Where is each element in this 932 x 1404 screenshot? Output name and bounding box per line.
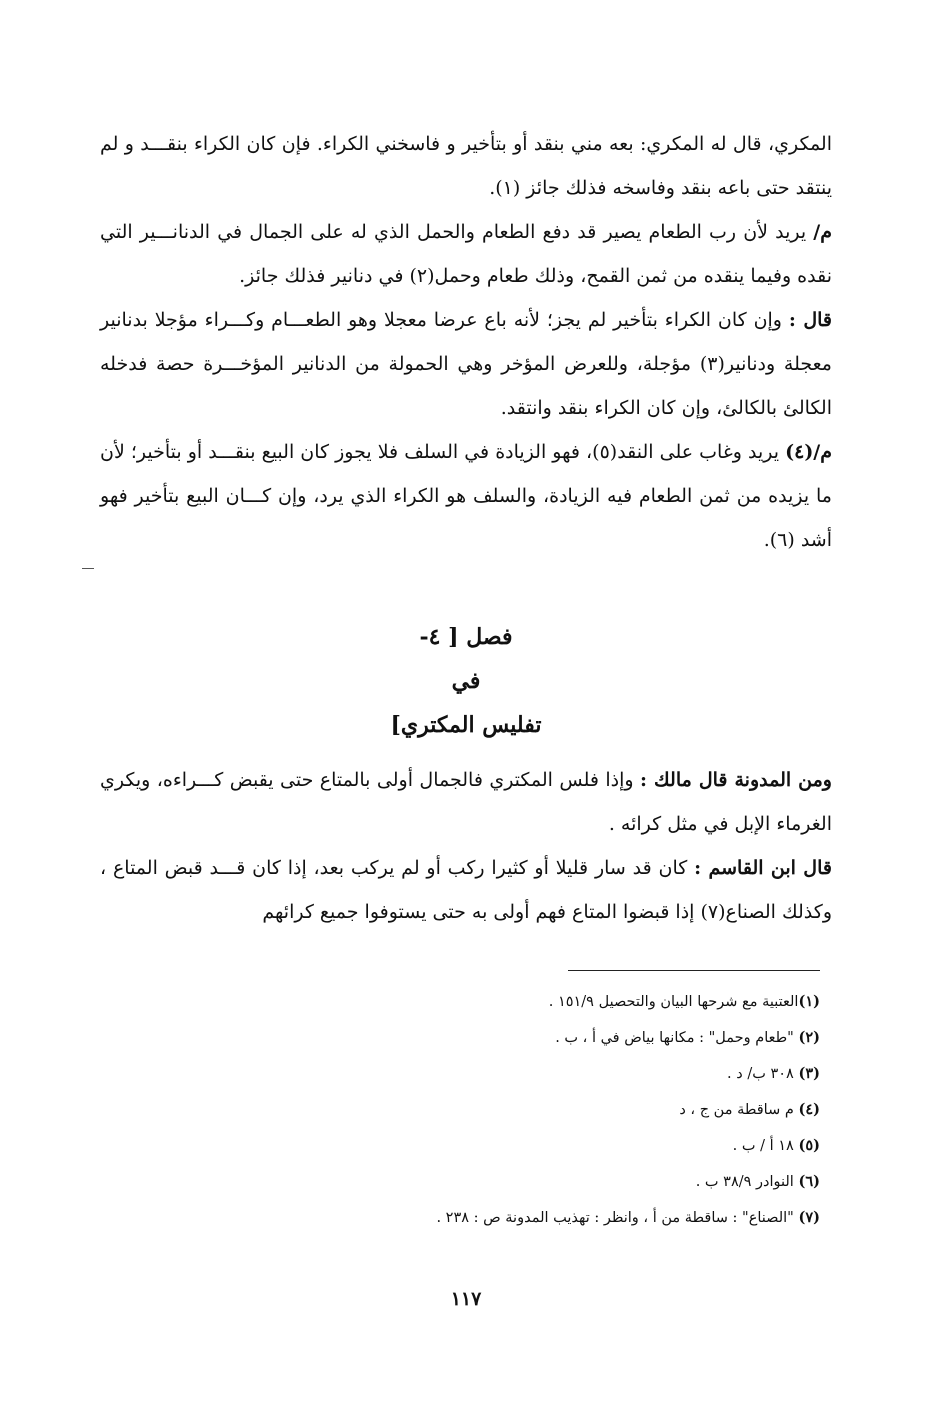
section-heading-line-2: في bbox=[451, 668, 481, 694]
footnote-number: (٣) bbox=[798, 1065, 820, 1082]
footnote bbox=[100, 1128, 820, 1164]
footnote bbox=[100, 1056, 820, 1092]
footnote-number: (١) bbox=[798, 993, 820, 1010]
footnote-text: "الصناع" : ساقطة من أ ، وانظر : تهذيب المدونة ص : ٢٣٨ . bbox=[436, 1210, 799, 1226]
main-text-bottom bbox=[100, 758, 832, 934]
footnote bbox=[100, 1092, 820, 1128]
paragraph-text: يريد وغاب على النقد(٥)، فهو الزيادة في السلف فلا يجوز كان البيع بنقـــد أو بتأخير؛ لأن ما يزيده من ثمن الطعام فيه الزيادة، والسلف هو الكراء الذي يرد، وإن كـــان البيع بتأخير فهو أشد (٦). bbox=[100, 441, 832, 551]
section-heading-line-1: فصل [ ٤- bbox=[419, 624, 513, 650]
page-number: ١١٧ bbox=[450, 1288, 482, 1310]
footnote-text: ١٨ أ / ب . bbox=[732, 1138, 799, 1154]
paragraph bbox=[100, 122, 832, 210]
footnote-text: النوادر ٣٨/٩ ب . bbox=[695, 1174, 799, 1190]
footnote bbox=[100, 984, 820, 1020]
paragraph-lead: م/(٤) bbox=[785, 441, 833, 463]
footnotes bbox=[100, 984, 820, 1236]
footnote-text: ٣٠٨ ب/ د . bbox=[727, 1066, 799, 1082]
paragraph-text: المكري، قال له المكري: بعه مني بنقد أو بتأخير و فاسخني الكراء. فإن كان الكراء بنقـــد و لم ينتقد حتى باعه بنقد وفاسخه فذلك جائز (١). bbox=[100, 133, 832, 199]
footnote bbox=[100, 1020, 820, 1056]
footnote-number: (٢) bbox=[798, 1029, 820, 1046]
footnote bbox=[100, 1200, 820, 1236]
paragraph-text: وإن كان الكراء بتأخير لم يجز؛ لأنه باع عرضا معجلا وهو الطعـــام وكـــراء مؤجلا بدنانير معجلة ودنانير(٣) مؤجلة، وللعرض المؤخر وهي الحمولة من الدنانير المؤخـــرة حصة فدخله الكالئ بالكالئ، وإن كان الكراء بنقد وانتقد. bbox=[100, 309, 832, 419]
footnote-number: (٥) bbox=[798, 1137, 820, 1154]
paragraph bbox=[100, 758, 832, 846]
footnote-text: "طعام وحمل" : مكانها بياض في أ ، ب . bbox=[555, 1030, 799, 1046]
section-heading-line-3: تفليس المكتري] bbox=[390, 712, 542, 738]
footnote-text: العتبية مع شرحها البيان والتحصيل ١٥١/٩ . bbox=[548, 994, 799, 1010]
paragraph-lead: م/ bbox=[813, 221, 832, 243]
main-text-top bbox=[100, 122, 832, 562]
paragraph bbox=[100, 210, 832, 298]
footnote bbox=[100, 1164, 820, 1200]
paragraph bbox=[100, 430, 832, 562]
paragraph-lead: ومن المدونة قال مالك : bbox=[640, 769, 832, 791]
paragraph-text: يريد لأن رب الطعام يصير قد دفع الطعام والحمل الذي له على الجمال في الدنانـــير التي نقده وفيما ينقده من ثمن القمح، وذلك طعام وحمل(٢) في دنانير فذلك جائز. bbox=[100, 221, 832, 287]
footnote-separator bbox=[568, 970, 820, 971]
paragraph bbox=[100, 846, 832, 934]
paragraph-lead: قال : bbox=[788, 309, 832, 331]
footnote-number: (٦) bbox=[798, 1173, 820, 1190]
paragraph-text: كان قد سار قليلا أو كثيرا ركب أو لم يركب بعد، إذا كان قـــد قبض المتاع ، وكذلك الصناع(٧) إذا قبضوا المتاع فهم أولى به حتى يستوفوا جميع كرائهم bbox=[100, 857, 832, 923]
paragraph bbox=[100, 298, 832, 430]
footnote-number: (٧) bbox=[798, 1209, 820, 1226]
paragraph-text: وإذا فلس المكتري فالجمال أولى بالمتاع حتى يقبض كـــراءه، ويكري الغرماء الإبل في مثل كرائه . bbox=[100, 769, 832, 835]
paragraph-lead: قال ابن القاسم : bbox=[694, 857, 832, 879]
footnote-number: (٤) bbox=[798, 1101, 820, 1118]
footnote-text: م ساقطة من ج ، د bbox=[679, 1102, 799, 1118]
scan-mark bbox=[82, 568, 94, 569]
